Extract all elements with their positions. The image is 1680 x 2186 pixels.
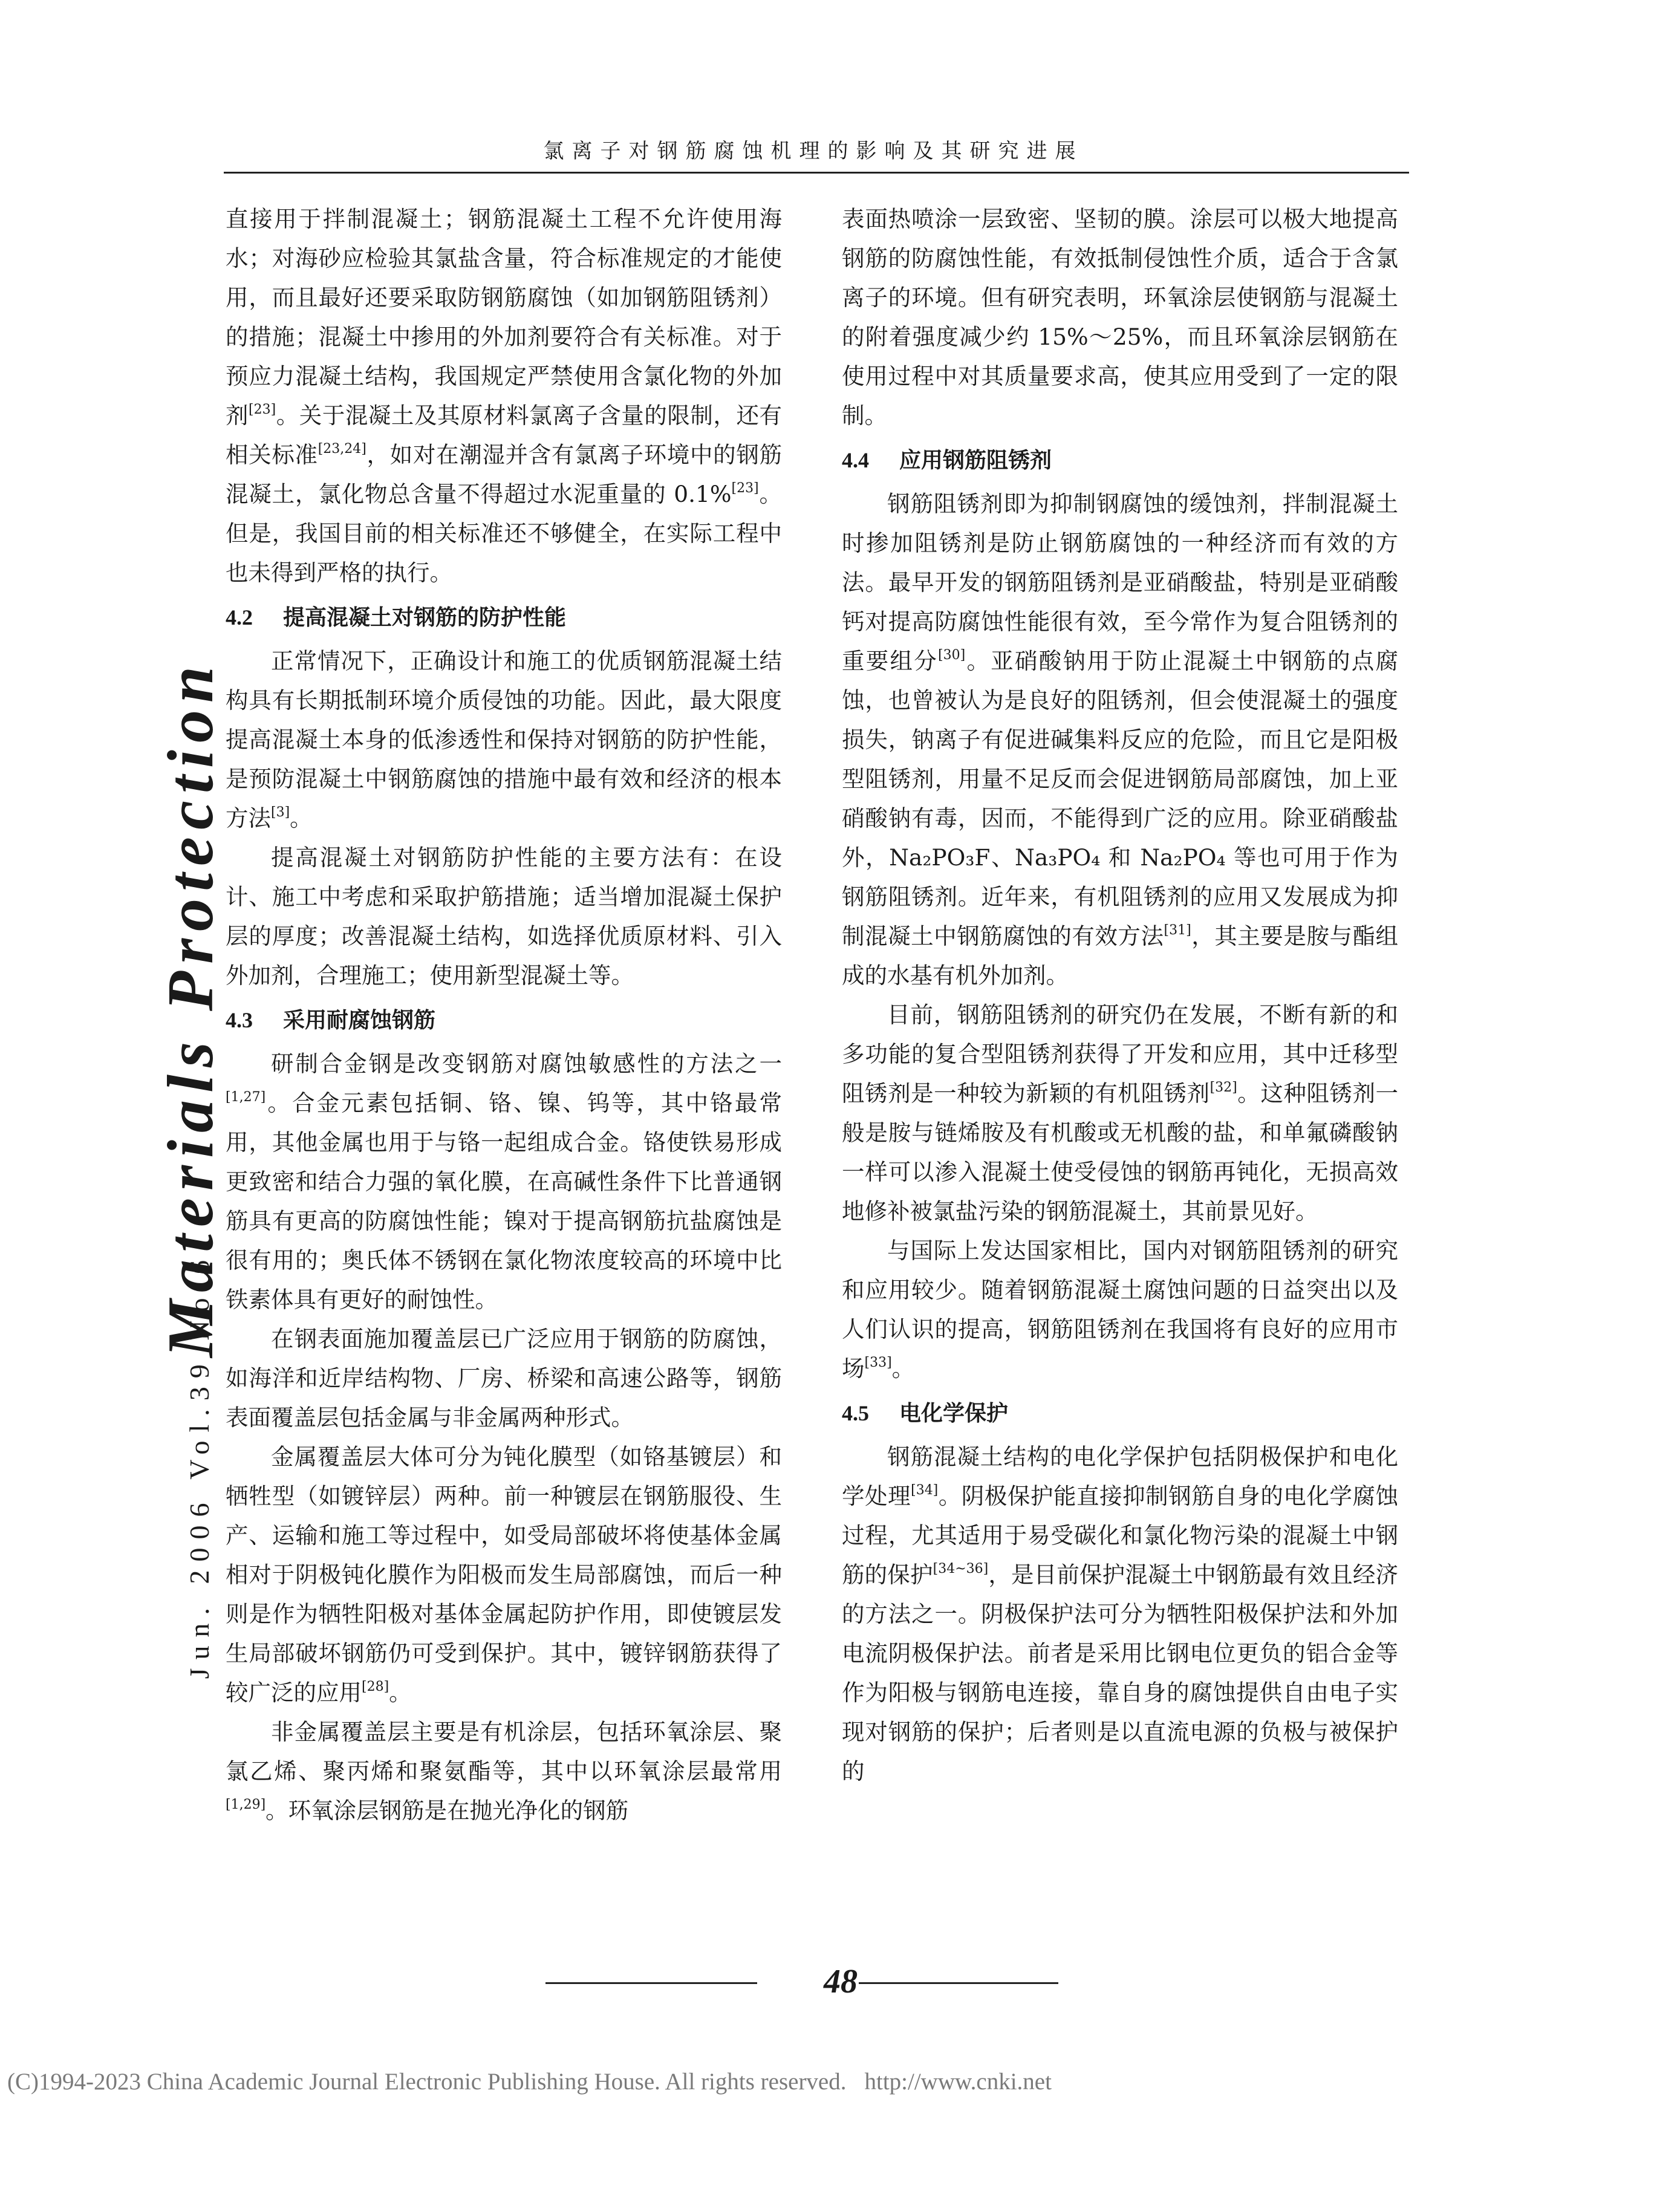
chemical-formulas: Na₂PO₃F、Na₃PO₄ 和 Na₂PO₄	[889, 844, 1226, 871]
page-number-rule-right	[859, 1982, 1058, 1984]
citation[interactable]: [31]	[1164, 923, 1191, 938]
citation[interactable]: [23]	[249, 402, 276, 417]
left-column	[226, 200, 782, 1830]
copyright-text: (C)1994-2023 China Academic Journal Electronic Publishing House. All rights reserved.	[7, 2069, 847, 2095]
citation[interactable]: [23]	[731, 481, 759, 496]
citation[interactable]: [1,27]	[226, 1090, 266, 1105]
citation[interactable]: [28]	[362, 1679, 389, 1694]
paragraph: 提高混凝土对钢筋防护性能的主要方法有：在设计、施工中考虑和采取护筋措施；适当增加混凝土保护层的厚度；改善混凝土结构，如选择优质原材料、引入外加剂，合理施工；使用新型混凝土等。	[226, 844, 782, 989]
paragraph: 非金属覆盖层主要是有机涂层，包括环氧涂层、聚氯乙烯、聚丙烯和聚氨酯等，其中以环氧涂层最常用[1,29]。环氧涂层钢筋是在抛光净化的钢筋	[226, 1719, 782, 1824]
side-issue-info: Jun. 2006 Vol.39 No.6	[184, 1252, 215, 1679]
paragraph: 表面热喷涂一层致密、坚韧的膜。涂层可以极大地提高钢筋的防腐蚀性能，有效抵制侵蚀性介质，适合于含氯离子的环境。但有研究表明，环氧涂层使钢筋与混凝土的附着强度减少约 15%～25%，而且环氧涂层钢筋在使用过程中对其质量要求高，使其应用受到了一定的限制。	[842, 206, 1398, 429]
cnki-link[interactable]: http://www.cnki.net	[864, 2069, 1052, 2095]
paragraph: 钢筋混凝土结构的电化学保护包括阴极保护和电化学处理[34]。阴极保护能直接抑制钢筋自身的电化学腐蚀过程，尤其适用于易受碳化和氯化物污染的混凝土中钢筋的保护[34~36]，是目前保护混凝土中钢筋最有效且经济的方法之一。阴极保护法可分为牺牲阳极保护法和外加电流阴极保护法。前者是采用比钢电位更负的铝合金等作为阳极与钢筋电连接，靠自身的腐蚀提供自由电子实现对钢筋的保护；后者则是以直流电源的负极与被保护的	[842, 1443, 1399, 1784]
header-rule	[224, 172, 1409, 174]
paragraph: 在钢表面施加覆盖层已广泛应用于钢筋的防腐蚀，如海洋和近岸结构物、厂房、桥梁和高速公路等，钢筋表面覆盖层包括金属与非金属两种形式。	[226, 1326, 782, 1431]
section-heading-4-3: 4.3 采用耐腐蚀钢筋	[226, 1008, 436, 1033]
section-heading-4-2: 4.2 提高混凝土对钢筋的防护性能	[226, 605, 567, 630]
journal-side-banner	[134, 659, 237, 1679]
citation[interactable]: [33]	[864, 1355, 892, 1370]
copyright-footer	[0, 2068, 1680, 2095]
citation[interactable]: [34~36]	[933, 1561, 989, 1576]
citation[interactable]: [30]	[938, 648, 966, 663]
paragraph: 与国际上发达国家相比，国内对钢筋阻锈剂的研究和应用较少。随着钢筋混凝土腐蚀问题的日益突出以及人们认识的提高，钢筋阻锈剂在我国将有良好的应用市场[33]。	[842, 1237, 1398, 1382]
citation[interactable]: [32]	[1210, 1080, 1237, 1095]
paragraph: 正常情况下，正确设计和施工的优质钢筋混凝土结构具有长期抵制环境介质侵蚀的功能。因此，最大限度提高混凝土本身的低渗透性和保持对钢筋的防护性能，是预防混凝土中钢筋腐蚀的措施中最有效和经济的根本方法[3]。	[226, 648, 782, 831]
side-journal-title: Materials Protection	[155, 659, 227, 1358]
citation[interactable]: [34]	[911, 1483, 939, 1498]
paragraph: 研制合金钢是改变钢筋对腐蚀敏感性的方法之一[1,27]。合金元素包括铜、铬、镍、钨等，其中铬最常用，其他金属也用于与铬一起组成合金。铬使铁易形成更致密和结合力强的氧化膜，在高碱性条件下比普通钢筋具有更高的防腐蚀性能；镍对于提高钢筋抗盐腐蚀是很有用的；奥氏体不锈钢在氯化物浓度较高的环境中比铁素体具有更好的耐蚀性。	[226, 1050, 782, 1313]
section-heading-4-4: 4.4 应用钢筋阻锈剂	[842, 448, 1052, 473]
citation[interactable]: [23,24]	[317, 441, 366, 457]
paragraph: 目前，钢筋阻锈剂的研究仍在发展，不断有新的和多功能的复合型阻锈剂获得了开发和应用，其中迁移型阻锈剂是一种较为新颖的有机阻锈剂[32]。这种阻锈剂一般是胺与链烯胺及有机酸或无机酸的盐，和单氟磷酸钠一样可以渗入混凝土使受侵蚀的钢筋再钝化，无损高效地修补被氯盐污染的钢筋混凝土，其前景见好。	[842, 1001, 1399, 1225]
paragraph: 钢筋阻锈剂即为抑制钢腐蚀的缓蚀剂，拌制混凝土时掺加阻锈剂是防止钢筋腐蚀的一种经济而有效的方法。最早开发的钢筋阻锈剂是亚硝酸盐，特别是亚硝酸钙对提高防腐蚀性能很有效，至今常作为复合阻锈剂的重要组分[30]。亚硝酸钠用于防止混凝土中钢筋的点腐蚀，也曾被认为是良好的阻锈剂，但会使混凝土的强度损失，钠离子有促进碱集料反应的危险，而且它是阳极型阻锈剂，用量不足反而会促进钢筋局部腐蚀，加上亚硝酸钠有毒，因而，不能得到广泛的应用。除亚硝酸盐外，Na₂PO₃F、Na₃PO₄ 和 Na₂PO₄ 等也可用于作为钢筋阻锈剂。近年来，有机阻锈剂的应用又发展成为抑制混凝土中钢筋腐蚀的有效方法[31]，其主要是胺与酯组成的水基有机外加剂。	[842, 490, 1399, 989]
running-head: 氯离子对钢筋腐蚀机理的影响及其研究进展	[543, 139, 1084, 163]
page-number: 48	[824, 1963, 858, 2000]
section-heading-4-5: 4.5 电化学保护	[842, 1401, 1009, 1426]
right-column	[842, 200, 1398, 1791]
paragraph: 直接用于拌制混凝土；钢筋混凝土工程不允许使用海水；对海砂应检验其氯盐含量，符合标准规定的才能使用，而且最好还要采取防钢筋腐蚀（如加钢筋阻锈剂）的措施；混凝土中掺用的外加剂要符合有关标准。对于预应力混凝土结构，我国规定严禁使用含氯化物的外加剂[23]。关于混凝土及其原材料氯离子含量的限制，还有相关标准[23,24]，如对在潮湿并含有氯离子环境中的钢筋混凝土，氯化物总含量不得超过水泥重量的 0.1%[23]。但是，我国目前的相关标准还不够健全，在实际工程中也未得到严格的执行。	[226, 206, 783, 586]
citation[interactable]: [3]	[271, 805, 290, 820]
paragraph: 金属覆盖层大体可分为钝化膜型（如铬基镀层）和牺牲型（如镀锌层）两种。前一种镀层在钢筋服役、生产、运输和施工等过程中，如受局部破坏将使基体金属相对于阴极钝化膜作为阳极而发生局部腐蚀，而后一种则是作为牺牲阳极对基体金属起防护作用，即使镀层发生局部破坏钢筋仍可受到保护。其中，镀锌钢筋获得了较广泛的应用[28]。	[226, 1443, 782, 1706]
citation[interactable]: [1,29]	[226, 1797, 266, 1812]
